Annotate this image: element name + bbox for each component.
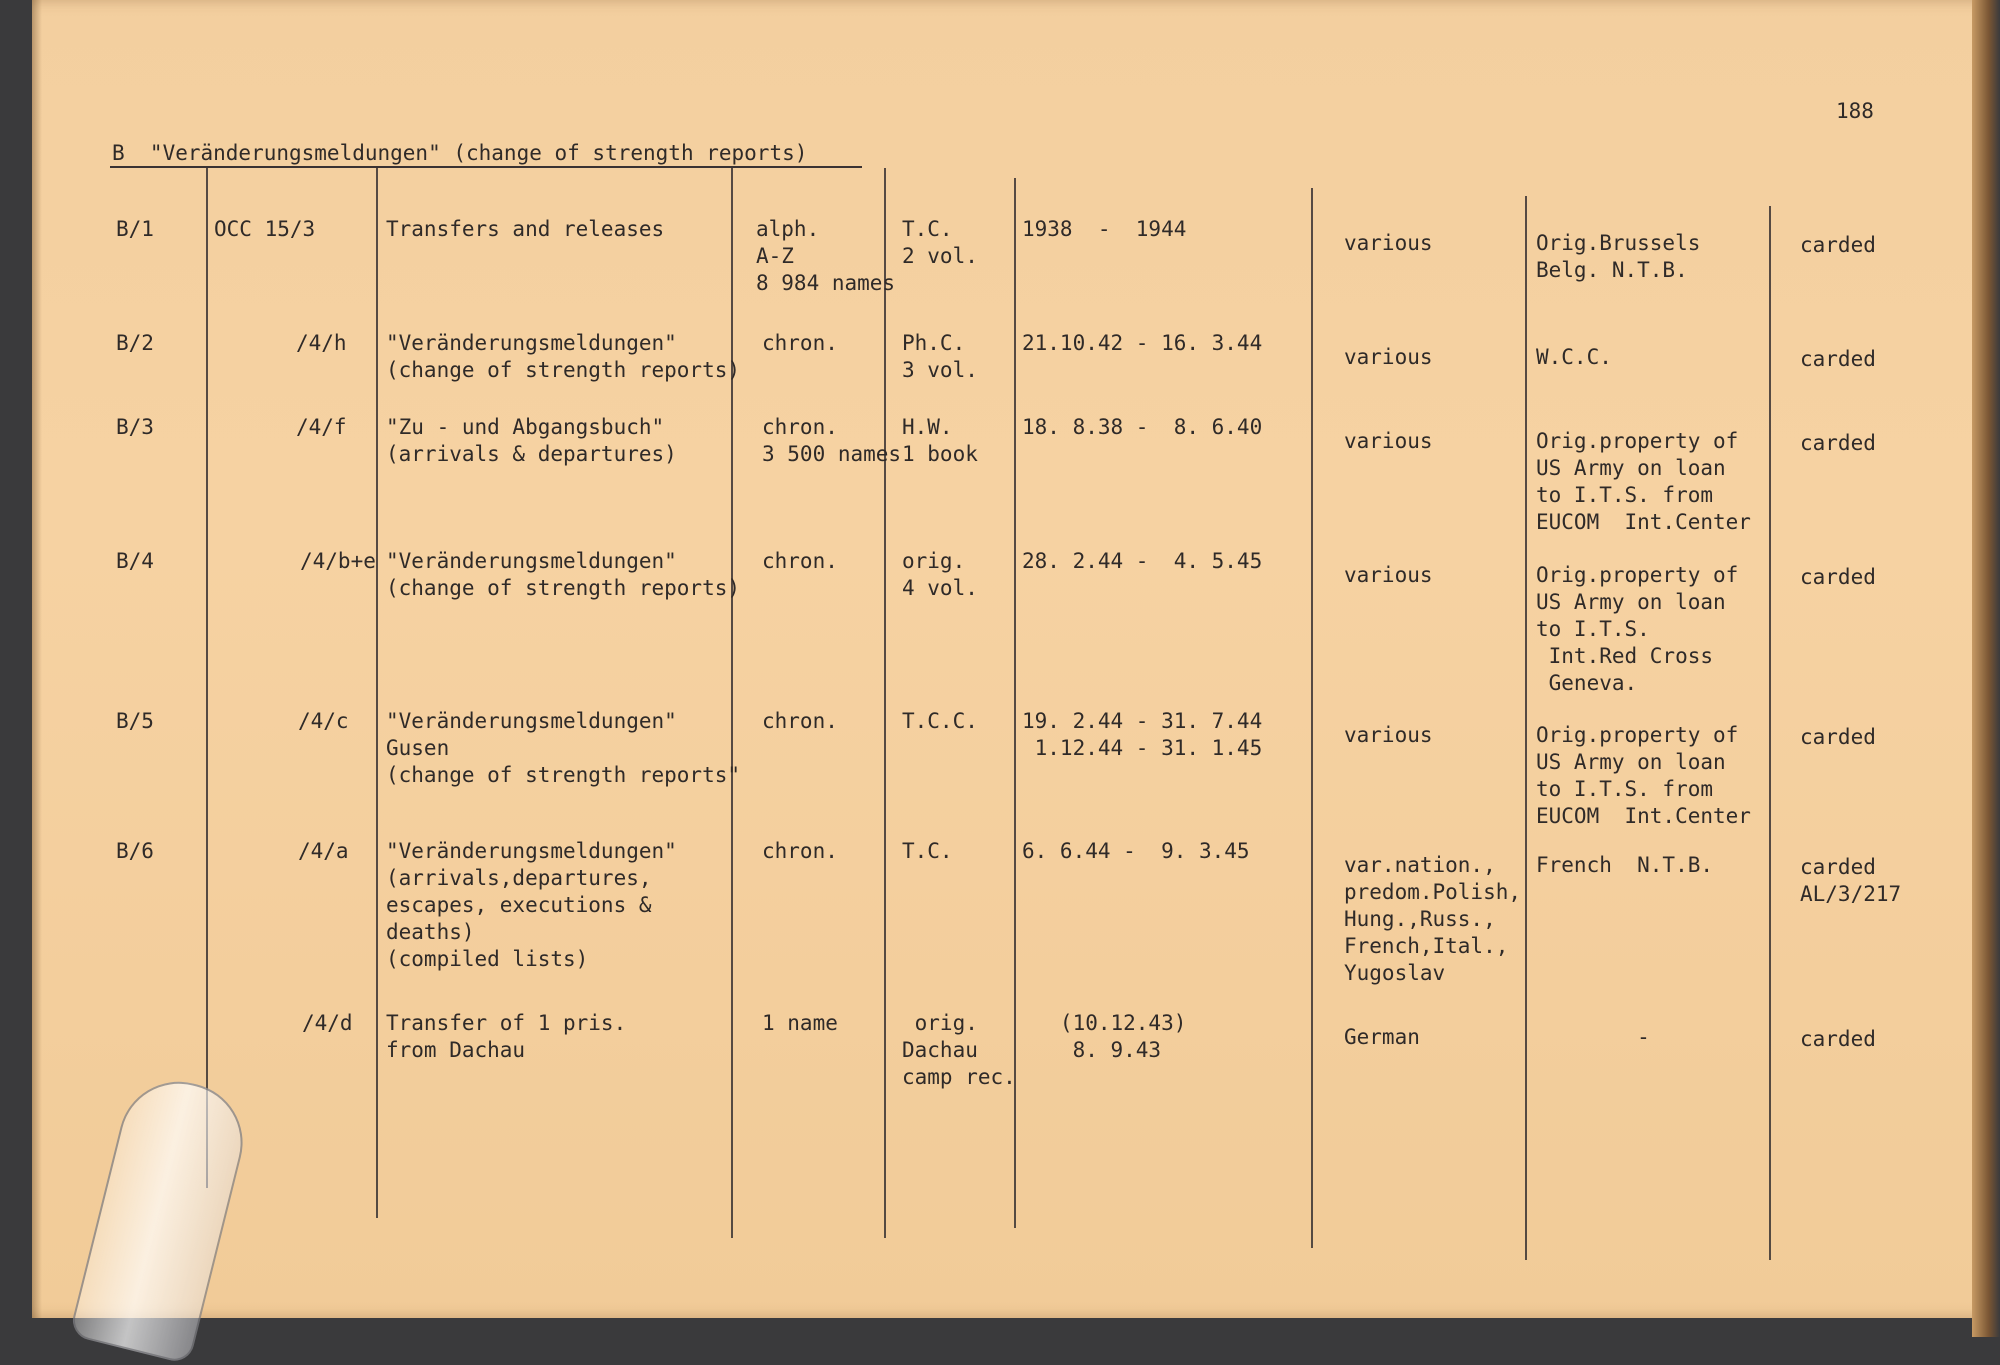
- cell-arrangement: 8 984 names: [756, 271, 896, 295]
- cell-dates: 6. 6.44 - 9. 3.45: [1022, 839, 1250, 863]
- cell-source: US Army on loan: [1536, 456, 1726, 480]
- cell-arrangement: alph.: [756, 217, 820, 241]
- cell-source: EUCOM Int.Center: [1536, 510, 1751, 534]
- cell-desc: (compiled lists): [386, 947, 589, 971]
- cell-nationality: various: [1344, 345, 1433, 369]
- column-rule: [206, 168, 208, 1188]
- cell-source: US Army on loan: [1536, 590, 1726, 614]
- cell-id: B/4: [116, 549, 154, 573]
- cell-nationality: German: [1344, 1025, 1420, 1049]
- cell-desc: (arrivals & departures): [386, 442, 677, 466]
- cell-id: B/3: [116, 415, 154, 439]
- cell-ref: /4/d: [302, 1011, 353, 1035]
- cell-nationality: various: [1344, 429, 1433, 453]
- cell-dates: 28. 2.44 - 4. 5.45: [1022, 549, 1263, 573]
- cell-source: French N.T.B.: [1536, 853, 1714, 877]
- cell-arrangement: chron.: [762, 549, 838, 573]
- cell-dates: 8. 9.43: [1022, 1038, 1162, 1062]
- column-rule: [376, 168, 378, 1218]
- cell-status: carded: [1800, 347, 1876, 371]
- cell-form: H.W.: [902, 415, 953, 439]
- cell-ref: /4/c: [298, 709, 349, 733]
- cell-form: T.C.: [902, 839, 953, 863]
- cell-form: 3 vol.: [902, 358, 978, 382]
- cell-desc: Gusen: [386, 736, 450, 760]
- cell-ref: /4/a: [298, 839, 349, 863]
- cell-ref: /4/h: [296, 331, 347, 355]
- cell-source: Orig.property of: [1536, 429, 1739, 453]
- binding-shadow: [32, 0, 42, 1318]
- column-rule: [1769, 206, 1771, 1260]
- cell-desc: escapes, executions &: [386, 893, 652, 917]
- cell-nationality: various: [1344, 563, 1433, 587]
- cell-dates: (10.12.43): [1022, 1011, 1187, 1035]
- cell-id: B/2: [116, 331, 154, 355]
- cell-form: 1 book: [902, 442, 978, 466]
- cell-desc: deaths): [386, 920, 475, 944]
- column-rule: [1311, 188, 1313, 1248]
- cell-arrangement: chron.: [762, 415, 838, 439]
- cell-arrangement: A-Z: [756, 244, 794, 268]
- cell-status: carded: [1800, 725, 1876, 749]
- cell-source: Orig.property of: [1536, 563, 1739, 587]
- cell-form: Dachau: [902, 1038, 978, 1062]
- cell-desc: "Veränderungsmeldungen": [386, 331, 677, 355]
- cell-nationality: Yugoslav: [1344, 961, 1446, 985]
- cell-nationality: var.nation.,: [1344, 853, 1496, 877]
- cell-id: B/6: [116, 839, 154, 863]
- cell-nationality: French,Ital.,: [1344, 934, 1509, 958]
- cell-form: Ph.C.: [902, 331, 966, 355]
- column-rule: [884, 168, 886, 1238]
- cell-status: carded: [1800, 233, 1876, 257]
- cell-desc: (change of strength reports): [386, 358, 741, 382]
- cell-nationality: predom.Polish,: [1344, 880, 1522, 904]
- cell-ref: /4/b+e: [300, 549, 376, 573]
- cell-source: to I.T.S. from: [1536, 483, 1714, 507]
- cell-nationality: Hung.,Russ.,: [1344, 907, 1496, 931]
- cell-dates: 1938 - 1944: [1022, 217, 1187, 241]
- cell-status: carded: [1800, 855, 1876, 879]
- cell-desc: Transfers and releases: [386, 217, 665, 241]
- cell-form: orig.: [902, 549, 966, 573]
- cell-ref: /4/f: [296, 415, 347, 439]
- cell-desc: (change of strength reports): [386, 576, 741, 600]
- cell-status: carded: [1800, 1027, 1876, 1051]
- section-title: B "Veränderungsmeldungen" (change of strength reports): [112, 141, 808, 165]
- cell-source: Geneva.: [1536, 671, 1638, 695]
- cell-status: AL/3/217: [1800, 882, 1902, 906]
- cell-desc: Transfer of 1 pris.: [386, 1011, 627, 1035]
- cell-dates: 21.10.42 - 16. 3.44: [1022, 331, 1263, 355]
- cell-source: Belg. N.T.B.: [1536, 258, 1688, 282]
- cell-id: B/5: [116, 709, 154, 733]
- cell-desc: "Veränderungsmeldungen": [386, 709, 677, 733]
- cell-form: 4 vol.: [902, 576, 978, 600]
- cell-source: to I.T.S.: [1536, 617, 1650, 641]
- cell-source: W.C.C.: [1536, 345, 1612, 369]
- cell-id: B/1: [116, 217, 154, 241]
- cell-form: T.C.C.: [902, 709, 978, 733]
- cell-desc: (change of strength reports": [386, 763, 741, 787]
- cell-source: Orig.Brussels: [1536, 231, 1701, 255]
- title-underline: [110, 166, 862, 168]
- cell-desc: from Dachau: [386, 1038, 526, 1062]
- cell-source: Orig.property of: [1536, 723, 1739, 747]
- cell-desc: "Veränderungsmeldungen": [386, 839, 677, 863]
- cell-dates: 1.12.44 - 31. 1.45: [1022, 736, 1263, 760]
- cell-desc: "Veränderungsmeldungen": [386, 549, 677, 573]
- cell-dates: 18. 8.38 - 8. 6.40: [1022, 415, 1263, 439]
- cell-desc: (arrivals,departures,: [386, 866, 652, 890]
- cell-ref: OCC 15/3: [214, 217, 316, 241]
- cell-source: -: [1536, 1025, 1650, 1049]
- cell-form: orig.: [902, 1011, 978, 1035]
- cell-arrangement: 3 500 names: [762, 442, 902, 466]
- cell-nationality: various: [1344, 723, 1433, 747]
- cell-form: 2 vol.: [902, 244, 978, 268]
- cell-dates: 19. 2.44 - 31. 7.44: [1022, 709, 1263, 733]
- cell-source: Int.Red Cross: [1536, 644, 1714, 668]
- cell-status: carded: [1800, 565, 1876, 589]
- page-edge: [1972, 0, 2000, 1337]
- cell-form: T.C.: [902, 217, 953, 241]
- cell-nationality: various: [1344, 231, 1433, 255]
- page-number: 188: [1836, 99, 1874, 123]
- cell-status: carded: [1800, 431, 1876, 455]
- cell-arrangement: chron.: [762, 709, 838, 733]
- column-rule: [731, 168, 733, 1238]
- cell-desc: "Zu - und Abgangsbuch": [386, 415, 665, 439]
- cell-arrangement: chron.: [762, 331, 838, 355]
- cell-arrangement: chron.: [762, 839, 838, 863]
- column-rule: [1525, 196, 1527, 1260]
- cell-form: camp rec.: [902, 1065, 1016, 1089]
- cell-source: US Army on loan: [1536, 750, 1726, 774]
- cell-arrangement: 1 name: [762, 1011, 838, 1035]
- cell-source: to I.T.S. from: [1536, 777, 1714, 801]
- cell-source: EUCOM Int.Center: [1536, 804, 1751, 828]
